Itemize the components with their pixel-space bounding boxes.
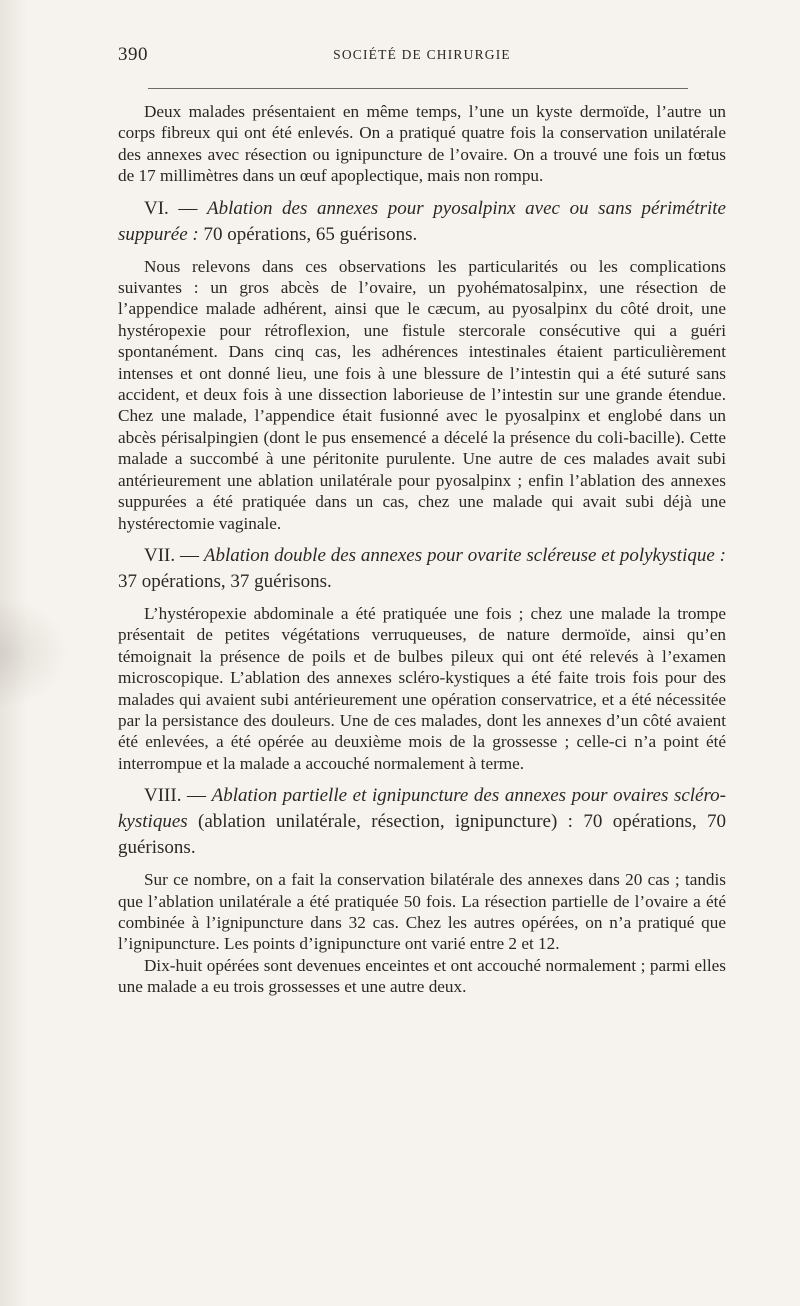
page-header (118, 44, 726, 74)
running-head: SOCIÉTÉ DE CHIRURGIE (333, 47, 511, 62)
section-result-vii: 37 opérations, 37 guérisons. (118, 570, 332, 592)
section-heading-vi (118, 196, 726, 248)
section-result-vi: 70 opérations, 65 guérisons. (203, 223, 418, 245)
paragraph-pyosalpinx: Nous relevons dans ces observations les particularités ou les complications suivantes : un gros abcès de l’ovaire, un pyohématosalpinx, une résection de l’appendice malade adhérent, ainsi que le cæcum, au pyosalpinx du côté droit, une hystéropexie pour rétroflexion, une fistule stercorale consécutive qui a guéri spontanément. Dans cinq cas, les adhérences intestinales étaient particulièrement intenses et ont donné lieu, une fois à une blessure de l’intestin qui a été suturé sans accident, et deux fois à une dissection laborieuse de l’intestin sur une grande étendue. Chez une malade, l’appendice était fusionné avec le pyosalpinx et englobé dans un abcès périsalpingien (dont le pus ensemencé a décelé la présence du coli-bacille). Cette malade a succombé à une péritonite purulente. Une autre de ces malades avait subi antérieurement une ablation unilatérale pour pyosalpinx ; enfin l’ablation des annexes suppurées a été pratiquée dans un cas, chez une malade qui avait subi déjà une hystérectomie vaginale. (118, 256, 726, 533)
section-number-vii: VII. — (144, 544, 204, 566)
section-heading-vii (118, 543, 726, 595)
section-title-vii: Ablation double des annexes pour ovarite scléreuse et polykystique : (203, 544, 726, 566)
section-result-viii: (ablation unilatérale, résection, ignipuncture) : 70 opérations, 70 guérisons. (118, 811, 726, 859)
section-title-viii: Ablation partielle et ignipuncture des annexes pour ovaires scléro-kystiques (118, 785, 726, 833)
section-number-vi: VI. — (144, 197, 207, 219)
paragraph-dermoid: Deux malades présentaient en même temps, l’une un kyste dermoïde, l’autre un corps fibreux qui ont été enlevés. On a pratiqué quatre fois la conservation unilatérale des annexes avec résection ou ignipuncture de l’ovaire. On a trouvé une fois un fœtus de 17 millimètres dans un œuf apoplectique, mais non rompu. (118, 102, 726, 186)
page-body (118, 101, 726, 998)
section-title-vi: Ablation des annexes pour pyosalpinx avec ou sans périmétrite suppurée : (118, 197, 726, 245)
paragraph-conservation: Sur ce nombre, on a fait la conservation bilatérale des annexes dans 20 cas ; tandis que l’ablation unilatérale a été pratiquée 50 fois. La résection partielle de l’ovaire a été combinée à l’ignipuncture dans 32 cas. Chez les autres opérées, on n’a pratiqué que l’ignipuncture. Les points d’ignipuncture ont varié entre 2 et 12. (118, 870, 726, 954)
paragraph-hysteropexie: L’hystéropexie abdominale a été pratiquée une fois ; chez une malade la trompe présentait de petites végétations verruqueuses, de nature dermoïde, ainsi qu’en témoignait la présence de poils et de bulbes pileux qui ont été relevés à l’examen microscopique. L’ablation des annexes scléro-kystiques a été faite trois fois pour des malades qui avaient subi antérieurement une opération conservatrice, et a été nécessitée par la persistance des douleurs. Une de ces malades, dont les annexes d’un côté avaient été enlevées, a été opérée au deuxième mois de la grossesse ; celle-ci n’a point été interrompue et la malade a accouché normalement à terme. (118, 603, 726, 773)
header-rule (148, 88, 688, 89)
page-number: 390 (118, 44, 148, 65)
section-heading-viii (118, 783, 726, 861)
paragraph-grossesses: Dix-huit opérées sont devenues enceintes et ont accouché normalement ; parmi elles une malade a eu trois grossesses et une autre deux. (118, 955, 726, 997)
section-number-viii: VIII. — (144, 785, 212, 807)
